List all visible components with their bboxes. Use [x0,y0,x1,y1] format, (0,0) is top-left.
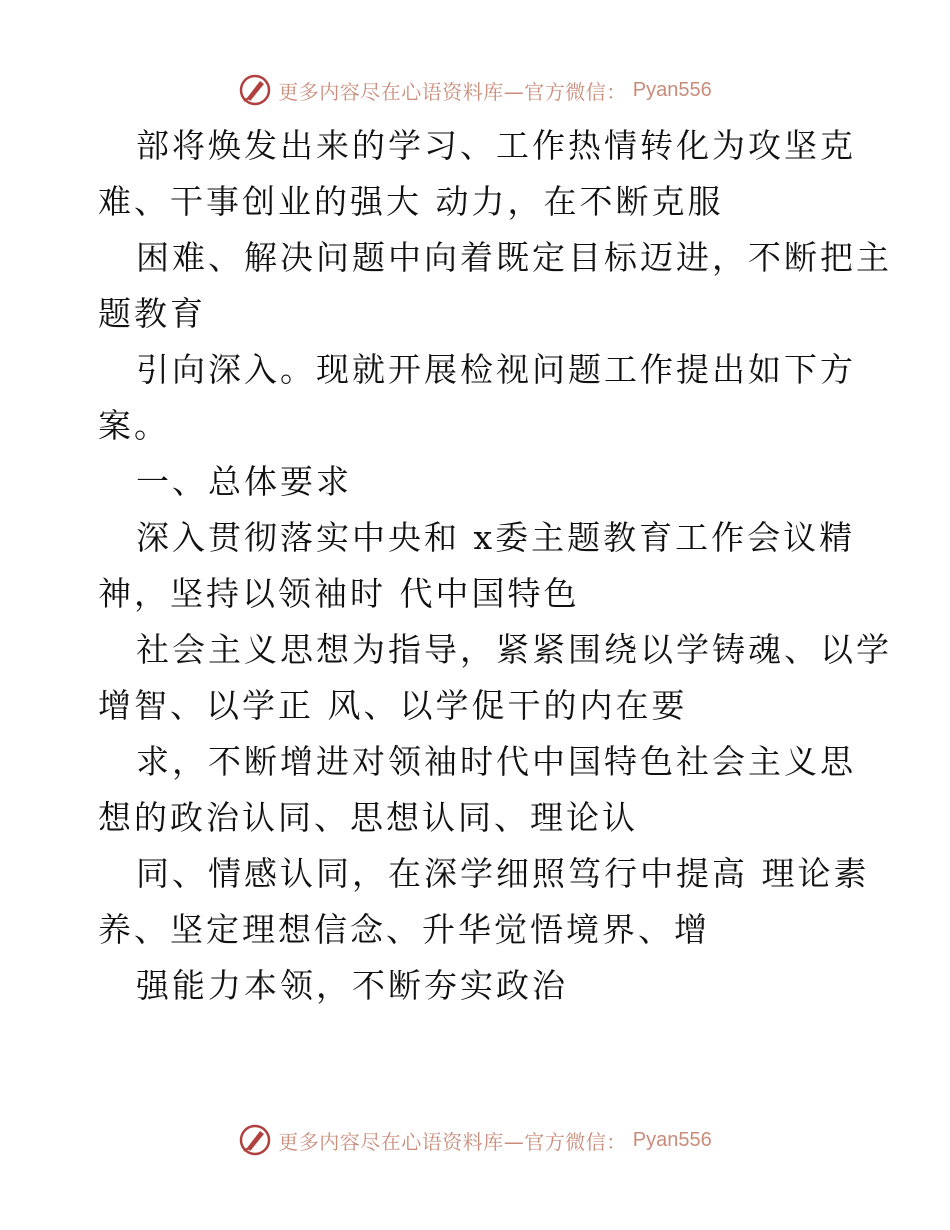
text-line: 一、总体要求 [136,462,352,501]
text-line: 题教育 [98,294,206,333]
watermark-wechat-id: Pyan556 [632,78,712,101]
text-line: 社会主义思想为指导，紧紧围绕以学铸魂、以学 [136,630,892,669]
text-line: 引向深入。现就开展检视问题工作提出如下方 [136,350,856,389]
text-line: 困难、解决问题中向着既定目标迈进，不断把主 [136,238,892,277]
quill-circle-logo-icon [238,73,272,107]
header-watermark [0,70,950,110]
text-line: 养、坚定理想信念、升华觉悟境界、增 [98,910,710,949]
watermark-text: 更多内容尽在心语资料库—官方微信： [278,79,627,104]
text-line: 案。 [98,406,170,445]
text-line: 想的政治认同、思想认同、理论认 [98,798,638,837]
watermark-wechat-id: Pyan556 [632,1128,712,1151]
text-line: 强能力本领，不断夯实政治 [136,966,568,1005]
text-line: 深入贯彻落实中央和 x委主题教育工作会议精 [136,518,856,557]
document-body [98,118,892,1014]
text-line: 增智、以学正 风、以学促干的内在要 [98,686,688,725]
text-line: 神，坚持以领袖时 代中国特色 [98,574,580,613]
text-line: 部将焕发出来的学习、工作热情转化为攻坚克 [136,126,856,165]
text-line: 同、情感认同，在深学细照笃行中提高 理论素 [136,854,870,893]
quill-circle-logo-icon [238,1123,272,1157]
text-line: 求，不断增进对领袖时代中国特色社会主义思 [136,742,856,781]
watermark-text: 更多内容尽在心语资料库—官方微信： [278,1129,627,1154]
text-line: 难、干事创业的强大 动力，在不断克服 [98,182,724,221]
footer-watermark [0,1120,950,1160]
